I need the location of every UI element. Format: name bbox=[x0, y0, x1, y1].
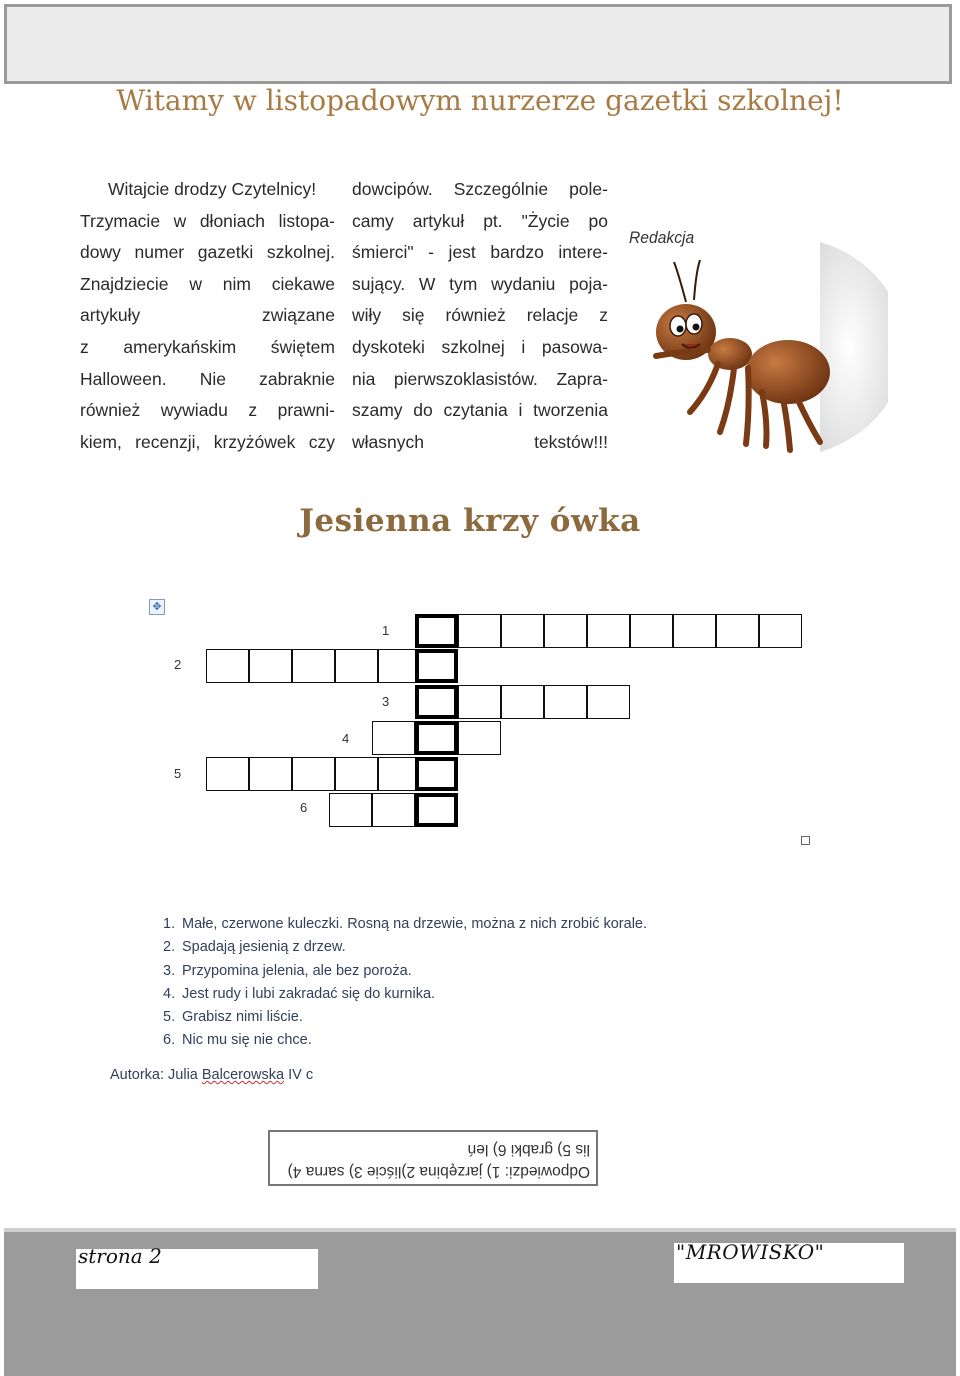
crossword-cell-key[interactable] bbox=[415, 721, 458, 755]
move-cross-icon[interactable]: ✥ bbox=[149, 599, 165, 615]
clue-item: 2. Spadają jesienią z drzew. bbox=[163, 939, 346, 956]
author-credit: Autorka: Julia Balcerowska IV c bbox=[110, 1067, 314, 1083]
intro-line: Halloween. Nie zabraknie bbox=[80, 368, 335, 389]
answers-box-upside-down bbox=[268, 1130, 598, 1186]
crossword-cell[interactable] bbox=[335, 649, 378, 683]
intro-line: własnych tekstów!!! bbox=[352, 431, 608, 452]
crossword-cell[interactable] bbox=[587, 614, 630, 648]
page-number: strona 2 bbox=[78, 1244, 162, 1268]
crossword-cell[interactable] bbox=[249, 649, 292, 683]
clue-number: 2 bbox=[174, 657, 182, 672]
magazine-name: "MROWISKO" bbox=[676, 1240, 825, 1264]
intro-line: dowcipów. Szczególnie pole- bbox=[352, 179, 608, 199]
clue-item: 3. Przypomina jelenia, ale bez poroża. bbox=[163, 962, 412, 979]
clue-item: 4. Jest rudy i lubi zakradać się do kurnika. bbox=[163, 985, 436, 1002]
crossword-cell[interactable] bbox=[335, 757, 378, 791]
crossword-cell-key[interactable] bbox=[415, 757, 458, 791]
intro-line: Znajdziecie w nim ciekawe bbox=[80, 273, 335, 294]
intro-line: śmierci" - jest bardzo intere- bbox=[352, 242, 608, 263]
crossword-cell[interactable] bbox=[329, 793, 372, 827]
crossword-cell-key[interactable] bbox=[415, 649, 458, 683]
page-headline: Witamy w listopadowym nurzerze gazetki szkolnej! bbox=[116, 84, 844, 117]
crossword-cell[interactable] bbox=[206, 757, 249, 791]
resize-handle[interactable] bbox=[801, 836, 810, 845]
crossword-cell[interactable] bbox=[759, 614, 802, 648]
clue-item: 6. Nic mu się nie chce. bbox=[163, 1032, 312, 1049]
intro-line: nia pierwszoklasistów. Zapra- bbox=[352, 368, 608, 389]
intro-line: dyskoteki szkolnej i pasowa- bbox=[352, 336, 608, 357]
intro-line: artykuły związane bbox=[80, 305, 335, 326]
clue-number: 1 bbox=[382, 623, 390, 638]
intro-column-1 bbox=[80, 174, 335, 458]
crossword-cell[interactable] bbox=[372, 793, 415, 827]
crossword-title: Jesienna krzy ówka bbox=[299, 503, 641, 539]
crossword-cell[interactable] bbox=[249, 757, 292, 791]
intro-line: Trzymacie w dłoniach listopa- bbox=[80, 210, 335, 231]
crossword-cell[interactable] bbox=[544, 614, 587, 648]
ant-illustration bbox=[638, 232, 888, 462]
crossword-cell[interactable] bbox=[458, 685, 501, 719]
crossword-cell[interactable] bbox=[206, 649, 249, 683]
intro-line: szamy do czytania i tworzenia bbox=[352, 400, 608, 421]
intro-line: kiem, recenzji, krzyżówek czy bbox=[80, 431, 335, 452]
intro-column-2 bbox=[352, 174, 608, 458]
crossword-cell-key[interactable] bbox=[415, 685, 458, 719]
intro-line: Witajcie drodzy Czytelnicy! bbox=[108, 179, 317, 199]
crossword-cell[interactable] bbox=[458, 721, 501, 755]
crossword-cell[interactable] bbox=[292, 757, 335, 791]
header-bar bbox=[4, 4, 952, 84]
crossword-cell[interactable] bbox=[501, 614, 544, 648]
clue-list bbox=[163, 913, 647, 1053]
crossword-cell[interactable] bbox=[587, 685, 630, 719]
crossword-cell[interactable] bbox=[372, 721, 415, 755]
intro-line: z amerykańskim świętem bbox=[80, 336, 335, 357]
crossword-cell-key[interactable] bbox=[415, 793, 458, 827]
crossword-cell-key[interactable] bbox=[415, 614, 458, 648]
crossword-cell[interactable] bbox=[544, 685, 587, 719]
clue-number: 5 bbox=[174, 766, 182, 781]
crossword-cell[interactable] bbox=[458, 614, 501, 648]
image-caption: Redakcja bbox=[629, 228, 695, 247]
crossword-cell[interactable] bbox=[501, 685, 544, 719]
clue-number: 4 bbox=[342, 731, 350, 746]
intro-line: wiły się również relacje z bbox=[352, 305, 608, 326]
intro-line: również wywiadu z prawni- bbox=[80, 400, 335, 421]
clue-item: 5. Grabisz nimi liście. bbox=[163, 1009, 303, 1026]
clue-number: 6 bbox=[300, 800, 308, 815]
answers-line: Odpowiedzi: 1) jarzębina 2)liście 3) sarna 4) bbox=[287, 1163, 590, 1180]
crossword-cell[interactable] bbox=[673, 614, 716, 648]
clue-number: 3 bbox=[382, 694, 390, 709]
intro-line: camy artykuł pt. "Życie po bbox=[352, 210, 608, 231]
intro-line: sujący. W tym wydaniu poja- bbox=[352, 273, 608, 294]
crossword-cell[interactable] bbox=[630, 614, 673, 648]
crossword-cell[interactable] bbox=[716, 614, 759, 648]
crossword-cell[interactable] bbox=[292, 649, 335, 683]
intro-line: dowy numer gazetki szkolnej. bbox=[80, 242, 335, 263]
clue-item: 1. Małe, czerwone kuleczki. Rosną na drzewie, można z nich zrobić korale. bbox=[163, 916, 648, 932]
answers-line: lis 5) grabki 6) leń bbox=[467, 1141, 590, 1158]
